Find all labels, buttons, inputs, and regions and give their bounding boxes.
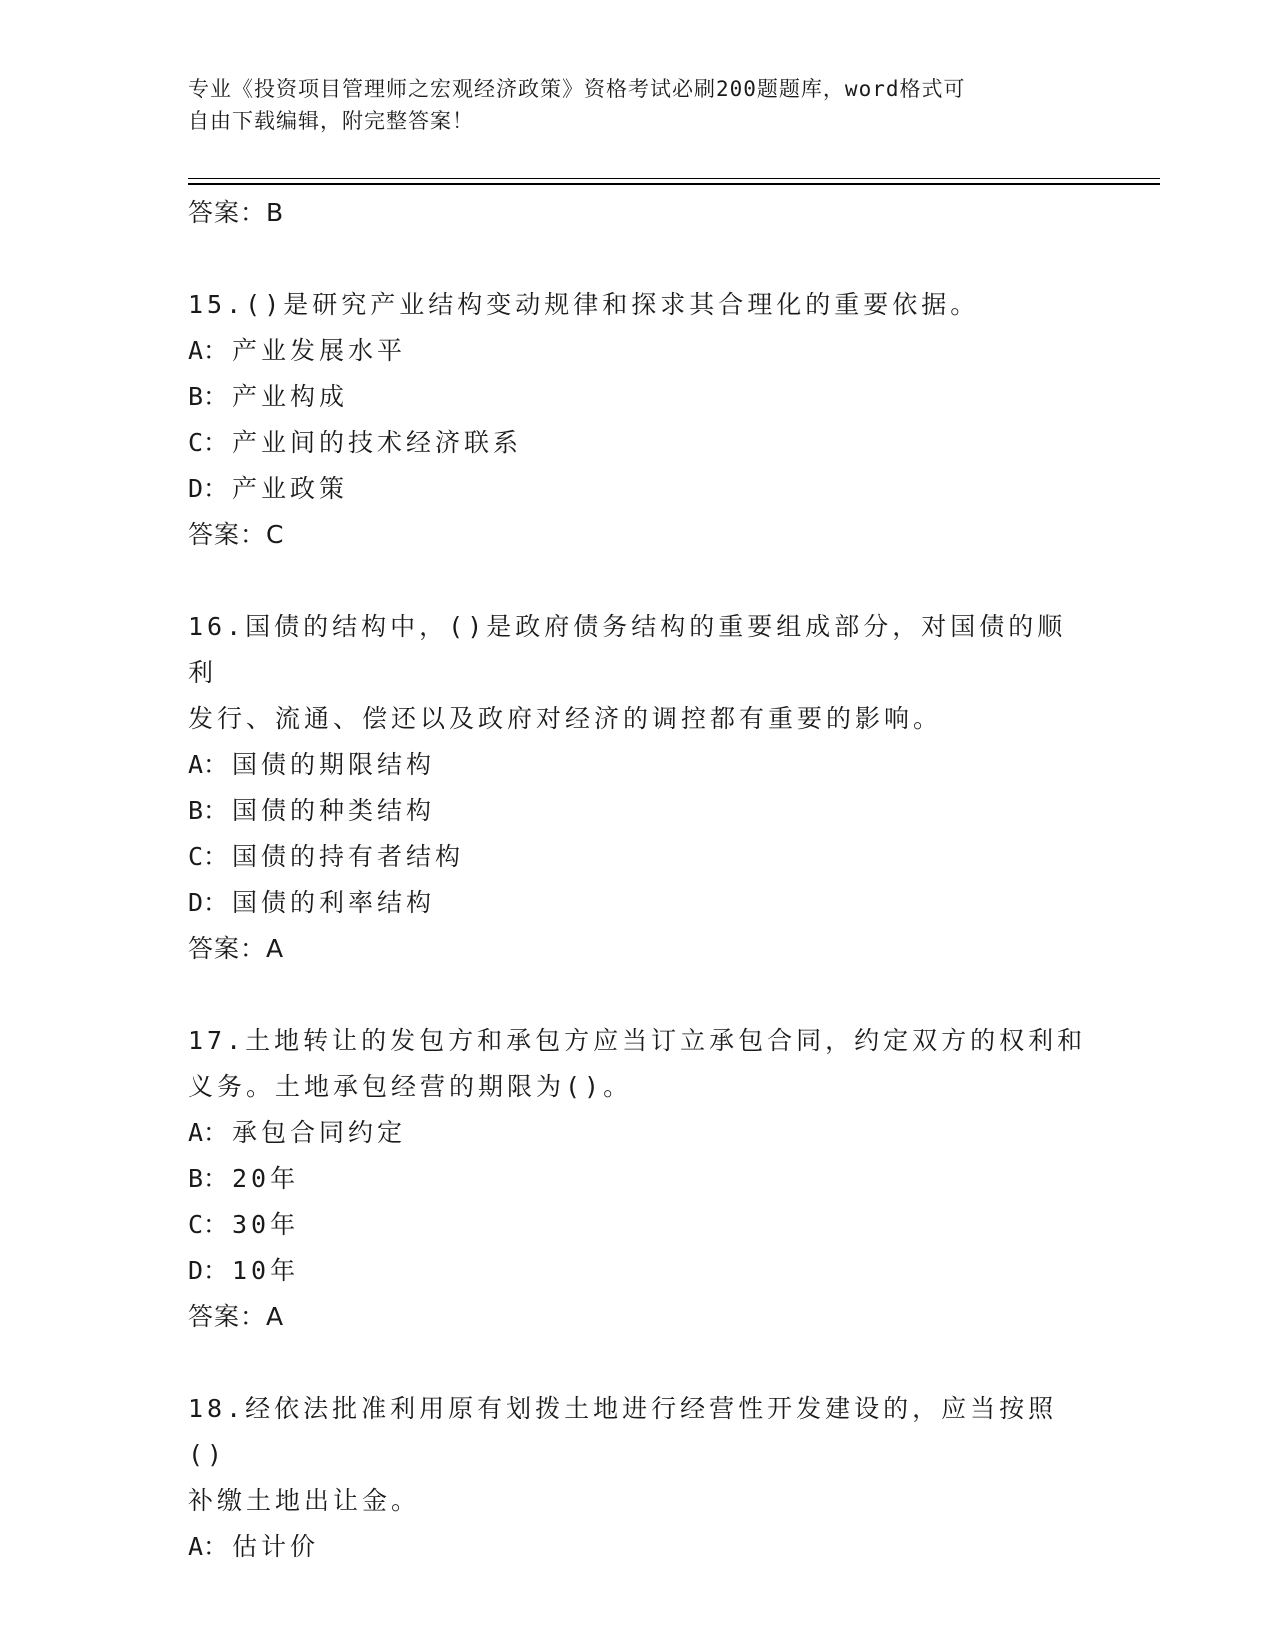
- option-c: [188, 834, 1088, 880]
- question-text: 15.()是研究产业结构变动规律和探求其合理化的重要依据。: [188, 290, 980, 319]
- question-text-line-1: 17.土地转让的发包方和承包方应当订立承包合同，约定双方的权利和: [188, 1026, 1087, 1055]
- option-key: B：: [188, 382, 229, 411]
- document-header: [188, 73, 1088, 137]
- option-key: C：: [188, 1210, 229, 1239]
- option-b: [188, 788, 1088, 834]
- option-text: 国债的种类结构: [232, 796, 436, 825]
- question-15: [188, 282, 1088, 558]
- option-text: 产业构成: [232, 382, 349, 411]
- option-key: C：: [188, 428, 229, 457]
- question-content: [188, 190, 1088, 1570]
- option-c: [188, 420, 1088, 466]
- question-17: [188, 1018, 1088, 1340]
- option-key: D：: [188, 888, 229, 917]
- option-text: 国债的持有者结构: [232, 842, 465, 871]
- option-key: A：: [188, 1532, 229, 1561]
- option-text: 10年: [232, 1256, 300, 1285]
- answer: 答案：A: [188, 934, 285, 963]
- answer-previous: 答案：B: [188, 198, 285, 227]
- option-key: D：: [188, 474, 229, 503]
- option-text: 国债的期限结构: [232, 750, 436, 779]
- option-text: 20年: [232, 1164, 300, 1193]
- header-divider-thin: [188, 178, 1160, 179]
- option-text: 产业间的技术经济联系: [232, 428, 523, 457]
- question-text-line-2: 发行、流通、偿还以及政府对经济的调控都有重要的影响。: [188, 704, 943, 733]
- header-divider-thick: [188, 183, 1160, 185]
- question-18: [188, 1386, 1088, 1570]
- option-b: [188, 1156, 1088, 1202]
- option-text: 承包合同约定: [232, 1118, 407, 1147]
- option-text: 产业发展水平: [232, 336, 407, 365]
- option-key: A：: [188, 750, 229, 779]
- option-key: A：: [188, 336, 229, 365]
- spacer: [188, 236, 1088, 282]
- option-key: C：: [188, 842, 229, 871]
- question-text-line-2: 补缴土地出让金。: [188, 1486, 421, 1515]
- option-text: 估计价: [232, 1532, 320, 1561]
- option-key: B：: [188, 1164, 229, 1193]
- spacer: [188, 972, 1088, 1018]
- option-text: 国债的利率结构: [232, 888, 436, 917]
- option-a: [188, 742, 1088, 788]
- option-key: D：: [188, 1256, 229, 1285]
- question-text-line-1: 16.国债的结构中，()是政府债务结构的重要组成部分，对国债的顺利: [188, 612, 1067, 687]
- question-text-line-2: 义务。土地承包经营的期限为()。: [188, 1072, 633, 1101]
- answer: 答案：A: [188, 1302, 285, 1331]
- header-line-1: 专业《投资项目管理师之宏观经济政策》资格考试必刷200题题库，word格式可: [188, 77, 966, 101]
- option-d: [188, 1248, 1088, 1294]
- option-text: 30年: [232, 1210, 300, 1239]
- option-b: [188, 374, 1088, 420]
- option-d: [188, 466, 1088, 512]
- question-16: [188, 604, 1088, 972]
- option-key: B：: [188, 796, 229, 825]
- option-a: [188, 1524, 1088, 1570]
- option-c: [188, 1202, 1088, 1248]
- option-d: [188, 880, 1088, 926]
- option-text: 产业政策: [232, 474, 349, 503]
- spacer: [188, 1340, 1088, 1386]
- spacer: [188, 558, 1088, 604]
- option-key: A：: [188, 1118, 229, 1147]
- option-a: [188, 328, 1088, 374]
- option-a: [188, 1110, 1088, 1156]
- answer: 答案：C: [188, 520, 285, 549]
- question-text-line-1: 18.经依法批准利用原有划拨土地进行经营性开发建设的，应当按照(): [188, 1394, 1058, 1469]
- header-line-2: 自由下载编辑，附完整答案！: [188, 109, 474, 133]
